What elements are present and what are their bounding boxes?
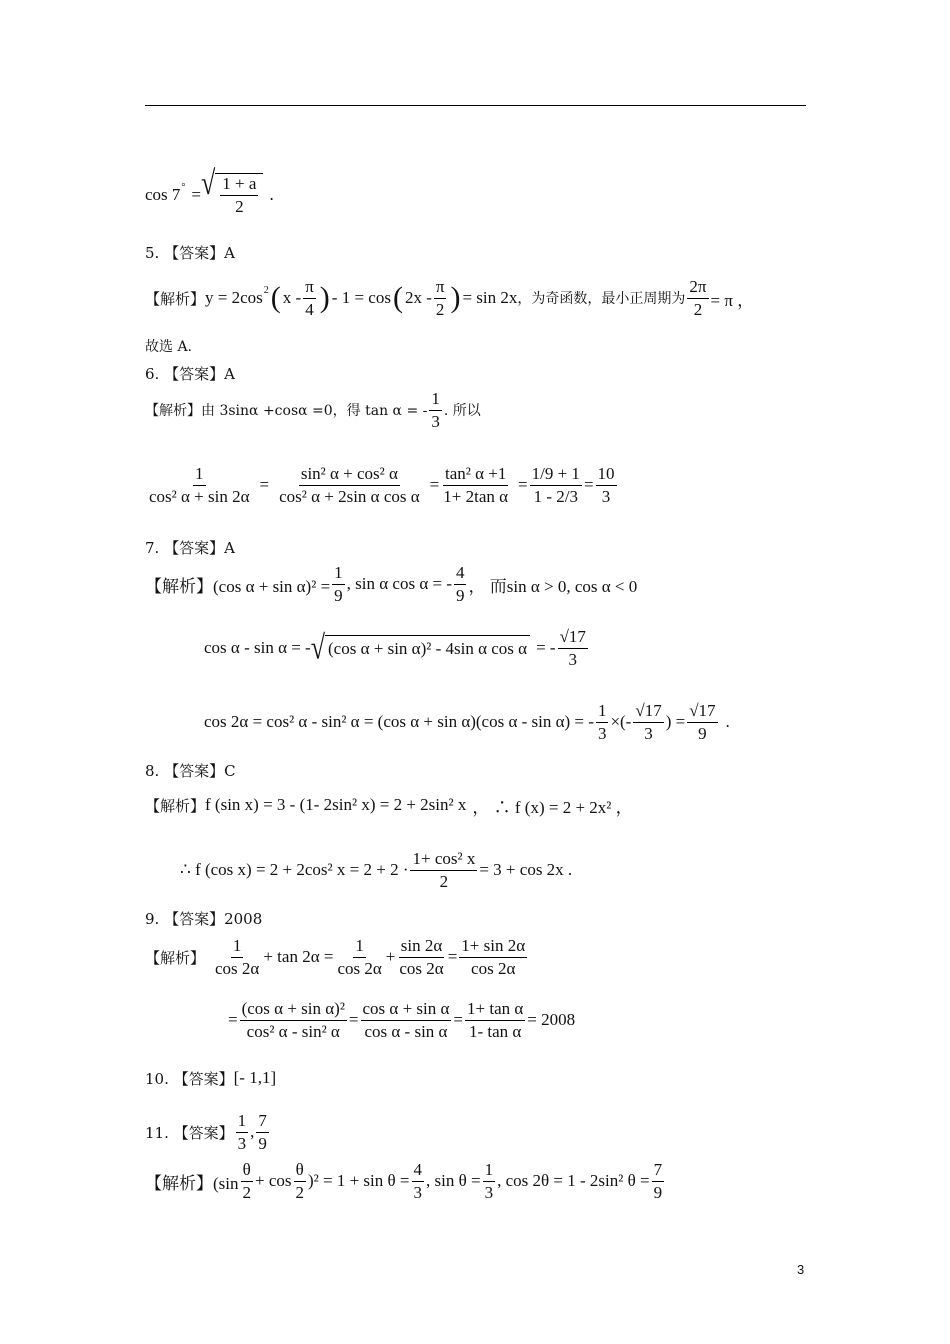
numerator: 1+ sin 2α — [459, 936, 527, 958]
numerator: √17 — [633, 701, 663, 723]
q5-math: y = 2cos 2 ( x - $\frac{\pi}{4}$ ) - 1 = cos ( 2x - $\frac{\pi}{2}$ ) = sin 2x — [205, 276, 518, 319]
numerator: √17 — [558, 627, 588, 649]
answer-label: 9. 【答案】2008 — [145, 909, 263, 928]
q6-answer — [145, 353, 235, 393]
numerator: tan² α +1 — [443, 464, 508, 486]
answer-label: 6. 【答案】A — [145, 364, 235, 383]
q7-line3 — [204, 702, 730, 742]
numerator: (cos α + sin α)² — [240, 999, 347, 1021]
answer-value: [- 1,1] — [233, 1068, 277, 1087]
q5-answer — [145, 232, 235, 272]
denominator: 1- tan α — [468, 1021, 522, 1041]
text: cos 7 — [145, 185, 181, 204]
numerator: θ — [241, 1160, 253, 1182]
denominator: 9 — [334, 585, 343, 605]
numerator: 2π — [687, 277, 708, 299]
q11-answer — [145, 1112, 271, 1152]
denominator: 3 — [484, 1182, 494, 1202]
text: = 2008 — [527, 1010, 576, 1029]
text: . — [725, 712, 730, 731]
numerator: θ — [294, 1160, 306, 1182]
q8-answer — [145, 750, 236, 790]
text: + cos — [255, 1171, 292, 1190]
numerator: sin 2α — [399, 936, 445, 958]
numerator: 1 — [483, 1160, 496, 1182]
denominator: 2 — [235, 197, 244, 216]
q9-answer — [145, 898, 262, 938]
denominator: cos 2α — [399, 958, 444, 978]
answer-label: 5. 【答案】A — [145, 243, 235, 262]
denominator: 3 — [237, 1133, 247, 1153]
text: f (sin x) = 3 - (1- 2sin² x) = 2 + 2sin² x — [205, 795, 467, 814]
answer-label: 11. 【答案】 — [145, 1123, 234, 1142]
q8-analysis — [145, 785, 633, 825]
text: 【解析】(cos α + sin α)² = — [145, 576, 331, 596]
denominator: 3 — [601, 486, 611, 506]
text: - 1 = cos — [331, 288, 391, 307]
text: ， 而sin α > 0, cos α < 0 — [468, 576, 638, 596]
text: ，为奇函数，最小正周期为 — [517, 291, 686, 307]
sqrt: √ $\frac{1 + a}{2}$ — [201, 173, 263, 216]
fraction — [434, 277, 447, 319]
denominator: 3 — [431, 411, 440, 431]
numerator: 1/9 + 1 — [530, 464, 582, 486]
numerator: 4 — [454, 563, 467, 585]
text: ， ∴ f (x) = 2 + 2x² ， — [472, 797, 633, 817]
text: = π ， — [710, 290, 755, 310]
q6-analysis — [145, 390, 481, 430]
text: 故选 A. — [145, 339, 193, 355]
numerator: 1 + a — [220, 174, 258, 196]
header-rule — [145, 105, 806, 106]
numerator: 1 — [353, 936, 366, 958]
text: , cos 2θ = 1 - 2sin² θ = — [497, 1171, 650, 1190]
text: y = 2cos — [205, 288, 263, 307]
q7-line2: cos α - sin α = - √ (cos α + sin α)² - 4sin α cos α = - $\frac{√17}{3}$ — [204, 626, 586, 669]
text: + — [385, 947, 396, 966]
denominator: 1+ 2tan α — [443, 486, 509, 506]
text: = — [447, 947, 458, 966]
text: = — [348, 1010, 359, 1029]
analysis-label: 【解析】 — [145, 796, 206, 815]
text: cos 2α = cos² α - sin² α = (cos α + sin α)(cos α - sin α) = - — [204, 712, 594, 731]
denominator: 2 — [295, 1182, 304, 1202]
text: = — [453, 1010, 464, 1029]
analysis-label: 【解析】 — [145, 948, 206, 967]
text: , sin α cos α = - — [346, 574, 452, 593]
denominator: 3 — [568, 649, 577, 669]
denominator: 9 — [258, 1133, 267, 1153]
text: ) = — [665, 712, 686, 731]
text: 【解析】(sin — [145, 1173, 239, 1193]
text: = - — [536, 638, 556, 657]
denominator: 9 — [698, 723, 707, 743]
cos7-expr: cos 7 ° = √ $\frac{1 + a}{2}$ . — [145, 164, 274, 216]
numerator: √17 — [687, 701, 717, 723]
q9-analysis — [145, 937, 529, 977]
text: ×(- — [610, 712, 632, 731]
answer-label: 7. 【答案】A — [145, 538, 235, 557]
text: )² = 1 + sin θ = — [308, 1171, 410, 1190]
numerator: 1 — [193, 464, 206, 486]
text: . — [269, 185, 274, 204]
page-number: 3 — [797, 1262, 805, 1277]
denominator: 2 — [435, 299, 445, 319]
q8-line2 — [180, 850, 572, 890]
q11-analysis — [145, 1161, 666, 1201]
denominator: 4 — [305, 299, 314, 319]
text: x - — [282, 288, 302, 307]
denominator: 2 — [693, 299, 703, 319]
q5-analysis — [145, 278, 754, 318]
numerator: sin² α + cos² α — [299, 464, 400, 486]
text: 【解析】由 3sinα +cosα =0，得 tan α = - — [145, 403, 428, 419]
denominator: 2 — [242, 1182, 251, 1202]
denominator: cos 2α — [215, 958, 260, 978]
numerator: 1 — [231, 936, 244, 958]
text: 2x - — [404, 288, 432, 307]
q6-math: $\frac{1}{\text{cos² α + sin 2α}}$ = $\frac{\text{sin² α + cos² α}}{\text{cos² α + 2sin α cos α}}$ = $\frac{\text{tan² α +1}}{\text{1+ 2tan α}}$ = $\frac{1/9 + 1}{1 - 2/3}$ = $\frac{10}{3}$ — [149, 463, 615, 506]
numerator: 4 — [412, 1160, 425, 1182]
text: , sin θ = — [426, 1171, 481, 1190]
text: , — [250, 1122, 255, 1141]
numerator: 1 — [236, 1111, 249, 1133]
denominator: 3 — [413, 1182, 423, 1202]
numerator: 1+ tan α — [465, 999, 525, 1021]
text: = — [228, 1010, 238, 1029]
text: = — [191, 185, 202, 204]
line-cos7 — [145, 164, 274, 216]
text: ∴ f (cos x) = 2 + 2cos² x = 2 + 2 · — [180, 860, 409, 879]
denominator: cos α - sin α — [364, 1021, 448, 1041]
numerator: π — [434, 277, 447, 299]
q7-answer — [145, 527, 235, 567]
fraction — [687, 277, 708, 319]
numerator: 1 — [332, 563, 345, 585]
numerator: 10 — [596, 464, 617, 486]
numerator: 7 — [652, 1160, 665, 1182]
denominator: 1 - 2/3 — [533, 486, 578, 506]
denominator: 2 — [439, 871, 449, 891]
q7-analysis — [145, 564, 637, 604]
denominator: 9 — [653, 1182, 663, 1202]
text: cos α - sin α = - — [204, 638, 311, 657]
numerator: 7 — [256, 1111, 269, 1133]
denominator: 3 — [597, 723, 607, 743]
fraction — [220, 174, 258, 216]
denominator: 3 — [644, 723, 653, 743]
numerator: cos α + sin α — [361, 999, 452, 1021]
denominator: cos² α + 2sin α cos α — [279, 486, 420, 506]
denominator: cos 2α — [337, 958, 382, 978]
q6-equation — [145, 465, 619, 505]
answer-label: 10. 【答案】 — [145, 1069, 234, 1088]
answer-label: 8. 【答案】C — [145, 761, 236, 780]
numerator: 1+ cos² x — [410, 849, 477, 871]
text: = sin 2x — [462, 288, 518, 307]
analysis-label: 【解析】 — [145, 289, 206, 308]
numerator: 1 — [596, 701, 609, 723]
q10-answer — [145, 1058, 276, 1098]
denominator: cos² α - sin² α — [246, 1021, 340, 1041]
text: = 3 + cos 2x . — [479, 860, 573, 879]
q9-line2 — [228, 1000, 575, 1040]
numerator: 1 — [429, 389, 442, 411]
numerator: π — [303, 277, 316, 299]
sqrt-body: (cos α + sin α)² - 4sin α cos α — [325, 635, 530, 661]
denominator: cos² α + sin 2α — [149, 486, 250, 506]
denominator: cos 2α — [471, 958, 516, 978]
text: . 所以 — [443, 403, 481, 419]
fraction — [429, 389, 442, 431]
denominator: 9 — [455, 585, 465, 605]
text: + tan 2α = — [263, 947, 334, 966]
fraction — [303, 277, 316, 319]
